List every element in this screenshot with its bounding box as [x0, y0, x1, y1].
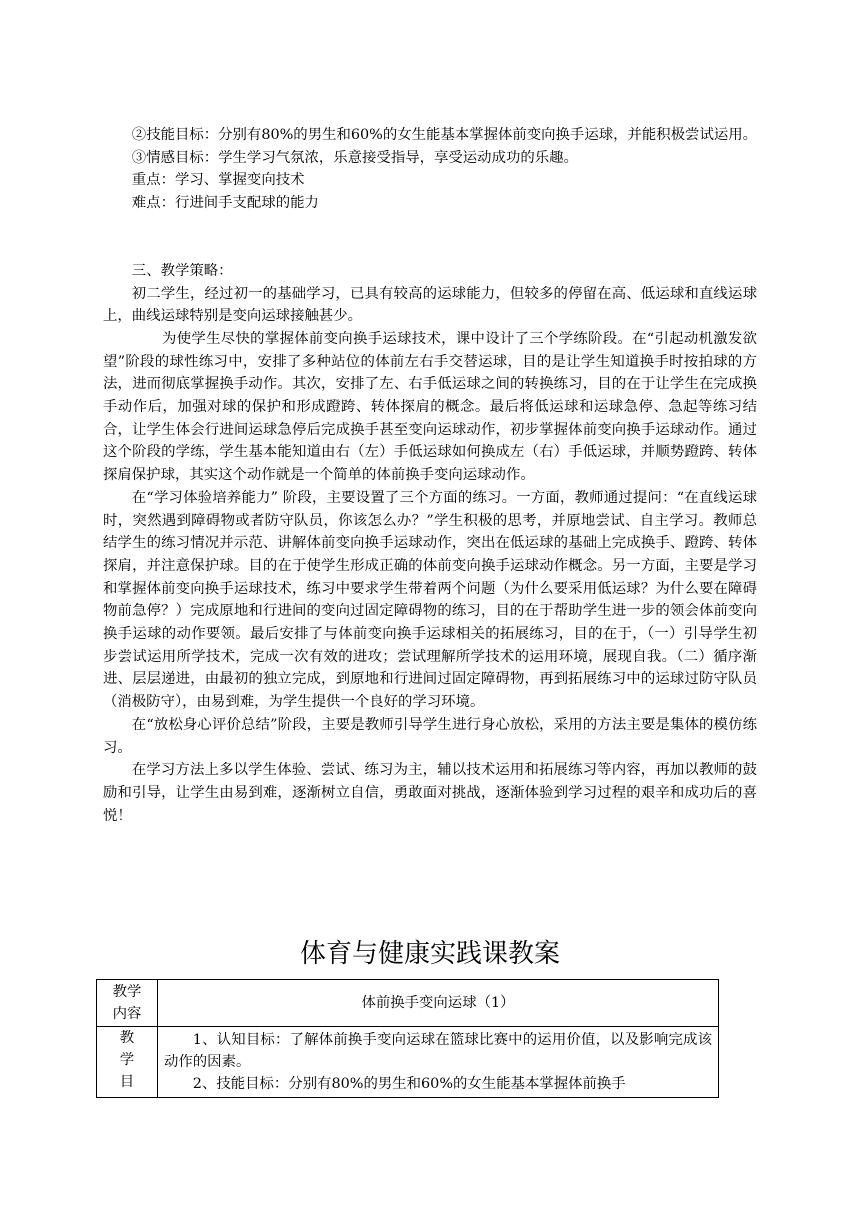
- label-line: 内容: [112, 1006, 142, 1022]
- document-body: [103, 124, 757, 827]
- strategy-paragraph-4: 在“放松身心评价总结”阶段，主要是教师引导学生进行身心放松，采用的方法主要是集体的模仿练习。: [103, 716, 757, 756]
- emotion-goal-paragraph: ③情感目标：学生学习气氛浓，乐意接受指导，享受运动成功的乐趣。: [131, 149, 578, 166]
- key-point-line: 重点：学习、掌握变向技术: [131, 172, 305, 189]
- strategy-paragraph-3: 在“学习体验培养能力” 阶段，主要设置了三个方面的练习。一方面，教师通过提问：“在直线运球时，突然遇到障碍物或者防守队员，你该怎么办？”学生积极的思考，并原地尝试、自主学习。教师总结学生的练习情况并示范、讲解体前变向换手运球动作，突出在低运球的基础上完成换手、蹬跨、转体探肩，并注意保护球。目的在于使学生形成正确的体前变向换手运球动作概念。另一方面，主要是学习和掌握体前变向换手运球技术，练习中要求学生带着两个问题（为什么要采用低运球？为什么要在障碍物前急停？）完成原地和行进间的变向过固定障碍物的练习，目的在于帮助学生进一步的领会体前变向换手运球的动作要领。最后安排了与体前变向换手运球相关的拓展练习，目的在于，（一）引导学生初步尝试运用所学技术，完成一次有效的进攻；尝试理解所学技术的运用环境，展现自我。（二）循序渐进、层层递进，由最初的独立完成，到原地和行进间过固定障碍物，再到拓展练习中的运球过防守队员（消极防守），由易到难，为学生提供一个良好的学习环境。: [103, 489, 757, 711]
- label-line: 目: [119, 1074, 135, 1090]
- strategy-paragraph-1: 初二学生，经过初一的基础学习，已具有较高的运球能力，但较多的停留在高、低运球和直线运球上，曲线运球特别是变向运球接触甚少。: [103, 285, 757, 325]
- spacer: [103, 215, 757, 260]
- lesson-content-value: 体前换手变向运球（1）: [158, 980, 719, 1027]
- lesson-plan-title: 体育与健康实践课教案: [299, 939, 560, 969]
- strategy-paragraph-2: 为使学生尽快的掌握体前变向换手运球技术，课中设计了三个学练阶段。在“引起动机激发欲望”阶段的球性练习中，安排了多种站位的体前左右手交替运球，目的是让学生知道换手时按拍球的方法，进而彻底掌握换手动作。其次，安排了左、右手低运球之间的转换练习，目的在于让学生在完成换手动作后，加强对球的保护和形成蹬跨、转体探肩的概念。最后将低运球和运球急停、急起等练习结合，让学生体会行进间运球急停后完成换手甚至变向运球动作，初步掌握体前变向换手运球动作。通过这个阶段的学练，学生基本能知道由右（左）手低运球如何换成左（右）手低运球，并顺势蹬跨、转体探肩保护球，其实这个动作就是一个简单的体前换手变向运球动作。: [103, 330, 757, 484]
- label-line: 教: [119, 1030, 135, 1046]
- difficulty-line: 难点：行进间手支配球的能力: [131, 195, 319, 212]
- cognitive-goal: 1、认知目标：了解体前换手变向运球在篮球比赛中的运用价值，以及影响完成该动作的因素。: [164, 1032, 712, 1070]
- row-label-goals: [97, 1027, 158, 1098]
- table-row: [97, 980, 719, 1027]
- lesson-plan-table: [96, 979, 719, 1098]
- row-label-content: [97, 980, 158, 1027]
- strategy-paragraph-5: 在学习方法上多以学生体验、尝试、练习为主，辅以技术运用和拓展练习等内容，再加以教师的鼓励和引导，让学生由易到难，逐渐树立自信，勇敢面对挑战，逐渐体验到学习过程的艰辛和成功后的喜悦！: [103, 762, 757, 824]
- table-row: [97, 1027, 719, 1098]
- skill-goal-paragraph: ②技能目标：分别有80%的男生和60%的女生能基本掌握体前变向换手运球，并能积极尝试运用。: [131, 127, 758, 143]
- label-line: 学: [119, 1052, 135, 1068]
- label-line: 教学: [112, 984, 142, 1000]
- teaching-goals-value: [158, 1027, 719, 1098]
- section-heading: 三、教学策略：: [131, 262, 233, 279]
- skill-goal: 2、技能目标：分别有80%的男生和60%的女生能基本掌握体前换手: [192, 1076, 626, 1092]
